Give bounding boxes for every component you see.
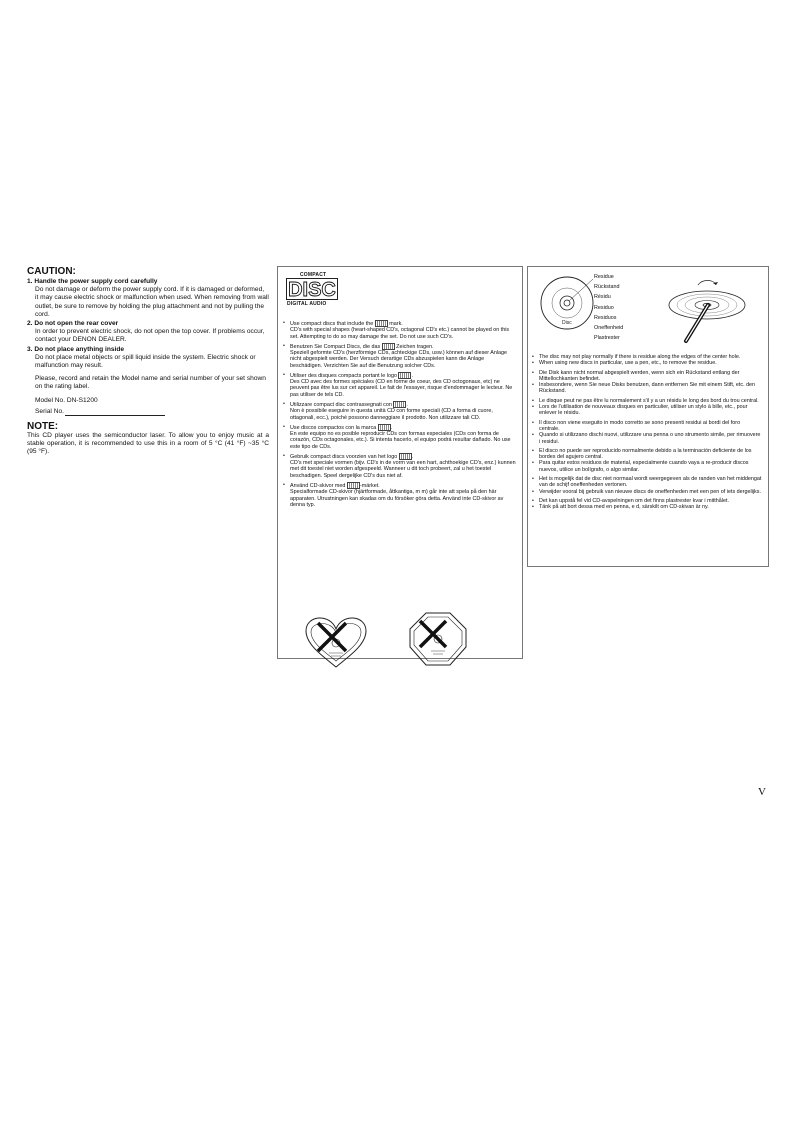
residue-note-item: • Verwijder vooral bij gebruik van nieuwe discs de oneffenheden met een pen of iets dergelijks. xyxy=(532,489,762,495)
residue-note-item: • Die Disk kann nicht normal abgespielt werden, wenn sich ein Rückstand entlang der Mittellochkanten befindet. xyxy=(532,370,762,383)
cd-note-text: Zeichen tragen. xyxy=(394,343,434,350)
cd-logo-mini-icon xyxy=(375,320,388,327)
cd-note-detail: CD's with special shapes (heart-shaped CD's, octagonal CD's etc.) cannot be played on this set. Attempting to do so may damage the set. Do not use such CD's. xyxy=(290,327,510,340)
page-number: V xyxy=(758,786,766,798)
cd-note-text: . xyxy=(406,401,408,408)
caution-item-title: 3. Do not place anything inside xyxy=(27,345,125,353)
residue-note-item: • The disc may not play normally if there is residue along the edges of the center hole. xyxy=(532,354,762,360)
disc-logo-mark xyxy=(286,278,338,300)
residue-note-dutch xyxy=(532,476,762,495)
note-body: This CD player uses the semiconductor laser. To allow you to enjoy music at a stable operation, it is recommended to use this in a room of 5 °C (41 °F) ~35 °C (95 °F). xyxy=(27,432,269,456)
cd-note-dutch xyxy=(283,453,516,479)
cd-note-detail: CD's met speciale vormen (bijv. CD's in de vorm van een hart, achthoekige CD's, enz.) kunnen met dit toestel niet worden afgespeeld. Wanneer u dit toch probeert, zal u het toestel beschadigen. Speel dergelijke CD's dus niet af. xyxy=(290,460,516,479)
residue-note-item: • Tänk på att bort dessa med en penna, e d, särskilt om CD-skivan är ny. xyxy=(532,504,762,510)
cd-logo-mini-icon xyxy=(399,453,412,460)
caution-item-body: Do not damage or deform the power supply cord. If it is damaged or deformed, it may cause electric shock or malfunction when used. When removing from wall outlet, be sure to remove by holding the plug attachment and not by pulling the cord. xyxy=(35,286,269,318)
cd-note-swedish xyxy=(283,482,516,508)
caution-section xyxy=(27,266,269,457)
residue-note-item: • When using new discs in particular, use a pen, etc., to remove the residue. xyxy=(532,360,762,366)
residue-label: Plastrester xyxy=(594,335,620,342)
disc-residue-diagram xyxy=(540,276,600,336)
cd-logo-mini-icon xyxy=(347,482,360,489)
residue-note-swedish xyxy=(532,498,762,511)
cd-note-text: Använd CD-skivor med xyxy=(290,482,347,489)
cd-note-detail: En este equipo no es posible reproducir CDs con formas especiales (CDs con forma de corazón, CDs octagonales, etc.). Si intenta hacerlo, el equipo podrá resultar dañado. No use este tipo de CDs. xyxy=(290,431,511,450)
cd-logo-mini-icon xyxy=(398,372,411,379)
cd-note-spanish xyxy=(283,424,516,450)
logo-disc-text: DISC xyxy=(288,279,336,300)
cd-note-text: Gebruik compact discs voorzien van het logo xyxy=(290,453,399,460)
residue-note-item: • Para quitar estos residuos de material, especialmente cuando vaya a re-producir discos nuevos, utilice un bolígrafo, o algo similar. xyxy=(532,460,762,473)
residue-note-french xyxy=(532,398,762,417)
caution-item xyxy=(27,320,269,345)
cd-note-text: mark. xyxy=(387,320,403,327)
caution-item xyxy=(27,346,269,371)
cd-note-detail: Speziell geformte CD's (herzförmige CDs, achteckige CDs, usw.) können auf dieser Anlage nicht abgespielt werden. Der Versuch derartige CDs abzuspielen kann die Anlage beschädigen. Verzichten Sie auf die Benutzung solcher CDs. xyxy=(290,350,508,369)
residue-notes xyxy=(532,354,762,514)
residue-note-english xyxy=(532,354,762,367)
rotation-arrow-icon xyxy=(698,281,716,286)
residue-note-german xyxy=(532,370,762,395)
prohibited-disc-illustrations xyxy=(306,617,486,651)
pen-cleaning-diagram xyxy=(662,275,762,345)
cd-note-text: Use discos compactos con la marca xyxy=(290,424,378,431)
residue-note-italian xyxy=(532,420,762,445)
serial-blank-line xyxy=(65,408,165,416)
compact-disc-notes xyxy=(283,320,516,511)
compact-disc-logo xyxy=(286,272,346,312)
cd-note-text: Use compact discs that include the xyxy=(290,320,375,327)
caution-heading: CAUTION: xyxy=(27,266,76,277)
residue-label: Residue xyxy=(594,274,614,280)
logo-digital-audio-text: DIGITAL AUDIO xyxy=(287,301,327,307)
residue-note-spanish xyxy=(532,448,762,473)
residue-label: Rückstand xyxy=(594,284,620,291)
cd-note-italian xyxy=(283,401,516,421)
residue-note-item: • Insbesondere, wenn Sie neue Disks benutzen, dann entfernen Sie mit einem Stift, etc. den Rückstand. xyxy=(532,382,762,395)
record-note: Please, record and retain the Model name and serial number of your set shown on the rating label. xyxy=(35,375,266,391)
cd-logo-mini-icon xyxy=(382,343,395,350)
serial-number-field xyxy=(27,408,269,416)
rotation-arrowhead-icon xyxy=(713,282,718,285)
cd-note-text: Benutzen Sie Compact Discs, die das xyxy=(290,343,382,350)
residue-note-item: • Il disco non viene eseguito in modo corretto se sono presenti residui ai bordi del foro centrale. xyxy=(532,420,762,433)
caution-item-title: 1. Handle the power supply cord carefully xyxy=(27,278,158,285)
cd-note-english xyxy=(283,320,516,340)
residue-labels xyxy=(594,272,623,343)
cd-note-detail: Specialformade CD-skivor (hjärtformade, åttkantiga, m m) går inte att spela på den här apparaten. Utrustningen kan skadas om du försöker göra detta. Använd inte CD-skivor av denna typ. xyxy=(290,489,504,508)
residue-note-item: • Quando si utilizzano dischi nuovi, utilizzare una penna o uno strumento simile, per rimuovere i residui. xyxy=(532,432,762,445)
residue-label: Oneffenheid xyxy=(594,325,624,332)
cd-note-french xyxy=(283,372,516,398)
cd-note-detail: Des CD avec des formes spéciales (CD en forme de coeur, des CD octogonaux, etc) ne peuvent pas être lus sur cet appareil. Le fait de l'essayer, risque d'endommager le lecteur. Ne pas utiliser de tels CD. xyxy=(290,379,513,398)
cd-logo-mini-icon xyxy=(378,424,391,431)
cd-note-text: . xyxy=(411,372,413,379)
cd-note-text: . xyxy=(411,453,414,460)
caution-item-body: In order to prevent electric shock, do not open the top cover. If problems occur, contact your DENON DEALER. xyxy=(35,328,265,344)
note-heading: NOTE: xyxy=(27,421,59,433)
cd-note-text: . xyxy=(390,424,393,431)
caution-item-title: 2. Do not open the rear cover xyxy=(27,320,119,328)
disc-inner-ring xyxy=(552,288,582,318)
residue-note-item: • Le disque peut ne pas être lu normalement s'il y a un résidu le long des bord du trou central. xyxy=(532,398,762,404)
residue-label: Residuos xyxy=(594,314,617,321)
residue-note-item: • Det kan uppstå fel vid CD-avspelningen om det finns plastrester kvar i mitthålet. xyxy=(532,498,762,504)
serial-label: Serial No. xyxy=(35,407,64,415)
cd-note-text: Utiliser des disques compacts portant le logo xyxy=(290,372,399,379)
logo-compact-text: COMPACT xyxy=(300,272,327,278)
cd-note-german xyxy=(283,343,516,369)
residue-note-item: • Lors de l'utilisation de nouveaux disques en particulier, utiliser un stylo à bille, etc., pour enlever le résidu. xyxy=(532,404,762,417)
residue-note-item: • Het is mogelijk dat de disc niet normaal wordt weergegeven als de randen van het middengat van de schijf oneffenheden vertonen. xyxy=(532,476,762,489)
model-number: Model No. DN-S1200 xyxy=(35,396,98,404)
cd-logo-mini-icon xyxy=(393,401,406,408)
caution-item-body: Do not place metal objects or spill liquid inside the system. Electric shock or malfunction may result. xyxy=(35,353,256,370)
cd-note-text: -märket. xyxy=(359,482,380,489)
residue-label: Résidu xyxy=(594,294,611,301)
caution-item xyxy=(27,278,269,319)
cd-note-detail: Non è possibile eseguire in questa unità CD con forme speciali (CD a forma di cuore, ottagonali, ecc.), poiché possono danneggiare il prodotto. Non utilizzare tali CD. xyxy=(290,408,493,421)
heart-disc-prohibited-icon xyxy=(306,618,366,667)
cd-note-text: Utilizzare compact disc contrassegnati con xyxy=(290,401,394,408)
disc-center-label: Disc xyxy=(562,320,572,326)
residue-note-item: • El disco no puede ser reproducido normalmente debido a la terminación deficiente de los bordes del agujero central. xyxy=(532,448,762,461)
residue-label: Residuo xyxy=(594,304,614,311)
